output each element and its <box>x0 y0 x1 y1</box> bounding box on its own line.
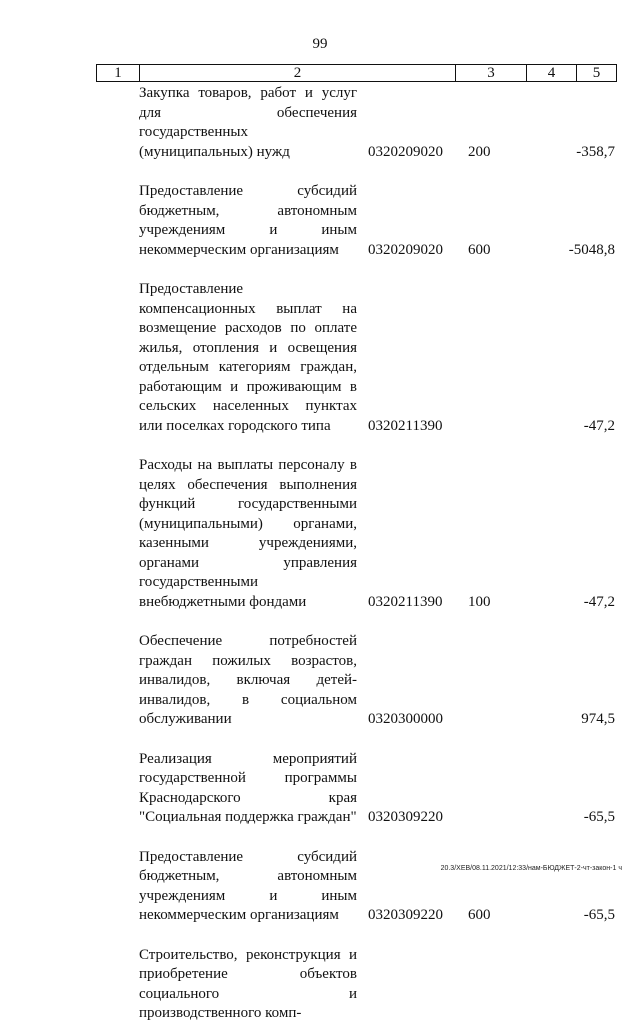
table-row <box>139 848 619 926</box>
row-amount: -358,7 <box>576 143 615 160</box>
column-header-3: 3 <box>456 65 527 81</box>
table-row <box>139 84 619 162</box>
row-amount: 974,5 <box>581 711 615 727</box>
row-amount: -5048,8 <box>568 241 615 258</box>
column-header-5: 5 <box>592 64 601 81</box>
table-row <box>139 182 619 260</box>
row-expense-type: 100 <box>468 593 491 610</box>
row-amount: -47,2 <box>583 417 615 434</box>
row-target-code: 0320211390 <box>368 417 443 434</box>
row-description: Реализация мероприятий государственной программы Краснодарского края "Социальная поддержка граждан" <box>139 750 357 825</box>
row-target-code: 0320209020 <box>368 143 443 160</box>
row-target-code: 0320300000 <box>368 711 443 727</box>
row-description: Обеспечение потребностей граждан пожилых возрастов, инвалидов, включая детей-инвалидов, в социальном обслуживании <box>139 633 357 727</box>
row-description: Закупка товаров, работ и услуг для обеспечения государственных (муниципальных) нужд <box>139 85 357 160</box>
row-target-code: 0320309220 <box>368 907 443 923</box>
row-amount: -47,2 <box>583 593 615 610</box>
row-target-code: 0320309220 <box>368 809 443 825</box>
document-footer-stamp: 20.3/ХЕВ/08.11.2021/12:33/нам-БЮДЖЕТ-2-чт-закон-1 ч <box>440 865 622 872</box>
column-header-1: 1 <box>97 65 140 81</box>
table-header <box>96 64 617 82</box>
row-description: Предоставление субсидий бюджетным, автономным учреждениям и иным некоммерческим организациям <box>139 183 357 258</box>
page-number: 99 <box>312 36 328 52</box>
row-description: Расходы на выплаты персоналу в целях обеспечения выполнения функций государственными (муниципальными) органами, казенными учреждениями, органами управления государственными внебюджетными фондами <box>139 457 357 610</box>
column-header-4: 4 <box>527 65 577 81</box>
row-amount: -65,5 <box>583 809 615 825</box>
row-expense-type: 600 <box>468 907 491 923</box>
table-row <box>139 750 619 828</box>
row-amount: -65,5 <box>583 907 615 923</box>
table-row <box>139 946 619 1024</box>
table-row <box>139 632 619 730</box>
row-description: Предоставление компенсационных выплат на возмещение расходов по оплате жилья, отопления и освещения отдельным категориям граждан, работающим и проживающим в сельских населенных пунктах или поселках городского типа <box>139 281 357 434</box>
row-description: Предоставление субсидий бюджетным, автономным учреждениям и иным некоммерческим организациям <box>139 848 357 923</box>
row-expense-type: 200 <box>468 143 491 160</box>
row-expense-type: 600 <box>468 241 491 258</box>
budget-table-body <box>139 84 619 1024</box>
table-row <box>139 456 619 612</box>
row-description: Строительство, реконструкция и приобретение объектов социального и производственного комп- <box>139 946 357 1021</box>
table-row <box>139 280 619 436</box>
row-target-code: 0320209020 <box>368 241 443 258</box>
row-target-code: 0320211390 <box>368 593 443 610</box>
column-header-2: 2 <box>140 65 456 81</box>
